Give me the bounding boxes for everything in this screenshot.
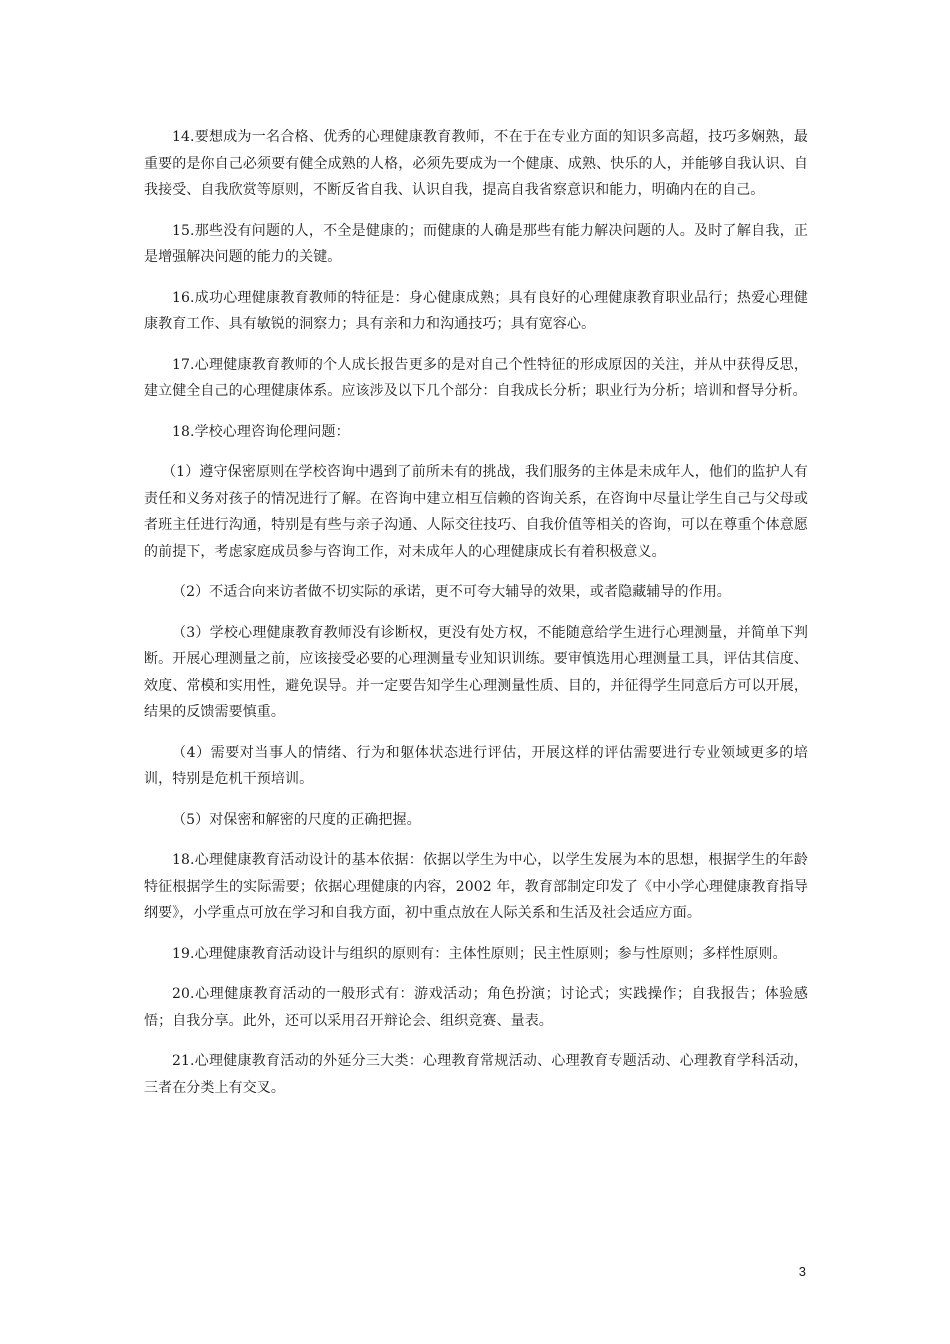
paragraph-19: 19.心理健康教育活动设计与组织的原则有：主体性原则；民主性原则；参与性原则；多样性原则。 bbox=[172, 945, 787, 962]
paragraph-16: 16.成功心理健康教育教师的特征是：身心健康成熟；具有良好的心理健康教育职业品行；热爱心理健康教育工作、具有敏锐的洞察力；具有亲和力和沟通技巧；具有宽容心。 bbox=[144, 289, 808, 332]
document-body bbox=[144, 124, 808, 1115]
paragraph-18-item-1: （1）遵守保密原则在学校咨询中遇到了前所未有的挑战，我们服务的主体是未成年人，他们的监护人有责任和义务对孩子的情况进行了解。在咨询中建立相互信赖的咨询关系，在咨询中尽量让学生自己与父母或者班主任进行沟通，特别是有些与亲子沟通、人际交往技巧、自我价值等相关的咨询，可以在尊重个体意愿的前提下，考虑家庭成员参与咨询工作，对未成年人的心理健康成长有着积极意义。 bbox=[144, 464, 808, 560]
paragraph-20: 20.心理健康教育活动的一般形式有：游戏活动；角色扮演；讨论式；实践操作；自我报告；体验感悟；自我分享。此外，还可以采用召开辩论会、组织竞赛、量表。 bbox=[144, 986, 808, 1029]
paragraph-15: 15.那些没有问题的人，不全是健康的；而健康的人确是那些有能力解决问题的人。及时了解自我，正是增强解决问题的能力的关键。 bbox=[144, 222, 808, 265]
paragraph-18-item-2: （2）不适合向来访者做不切实际的承诺，更不可夸大辅导的效果，或者隐藏辅导的作用。 bbox=[172, 584, 731, 600]
paragraph-18-item-5: （5）对保密和解密的尺度的正确把握。 bbox=[172, 811, 421, 828]
paragraph-17: 17.心理健康教育教师的个人成长报告更多的是对自己个性特征的形成原因的关注，并从中获得反思，建立健全自己的心理健康体系。应该涉及以下几个部分：自我成长分析；职业行为分析；培训和督导分析。 bbox=[144, 356, 808, 399]
paragraph-18b: 18.心理健康教育活动设计的基本依据：依据以学生为中心，以学生发展为本的思想，根据学生的年龄特征根据学生的实际需要；依据心理健康的内容，2002 年，教育部制定印发了《中小学心理健康教育指导纲要》，小学重点可放在学习和自我方面，初中重点放在人际关系和生活及社会适应方面。 bbox=[144, 852, 808, 921]
paragraph-18-item-3: （3）学校心理健康教育教师没有诊断权，更没有处方权，不能随意给学生进行心理测量，并简单下判断。开展心理测量之前，应该接受必要的心理测量专业知识训练。要审慎选用心理测量工具，评估其信度、效度、常模和实用性，避免误导。并一定要告知学生心理测量性质、目的，并征得学生同意后方可以开展，结果的反馈需要慎重。 bbox=[144, 624, 808, 720]
page-number: 3 bbox=[798, 1264, 806, 1279]
paragraph-14: 14.要想成为一名合格、优秀的心理健康教育教师，不在于在专业方面的知识多高超，技巧多娴熟，最重要的是你自己必须要有健全成熟的人格，必须先要成为一个健康、成熟、快乐的人，并能够自我认识、自我接受、自我欣赏等原则，不断反省自我、认识自我，提高自我省察意识和能力，明确内在的自己。 bbox=[144, 129, 808, 198]
paragraph-18-heading: 18.学校心理咨询伦理问题： bbox=[172, 423, 350, 440]
paragraph-21: 21.心理健康教育活动的外延分三大类：心理教育常规活动、心理教育专题活动、心理教育学科活动，三者在分类上有交叉。 bbox=[144, 1053, 808, 1096]
paragraph-18-item-4: （4）需要对当事人的情绪、行为和躯体状态进行评估，开展这样的评估需要进行专业领域更多的培训，特别是危机干预培训。 bbox=[144, 744, 808, 787]
